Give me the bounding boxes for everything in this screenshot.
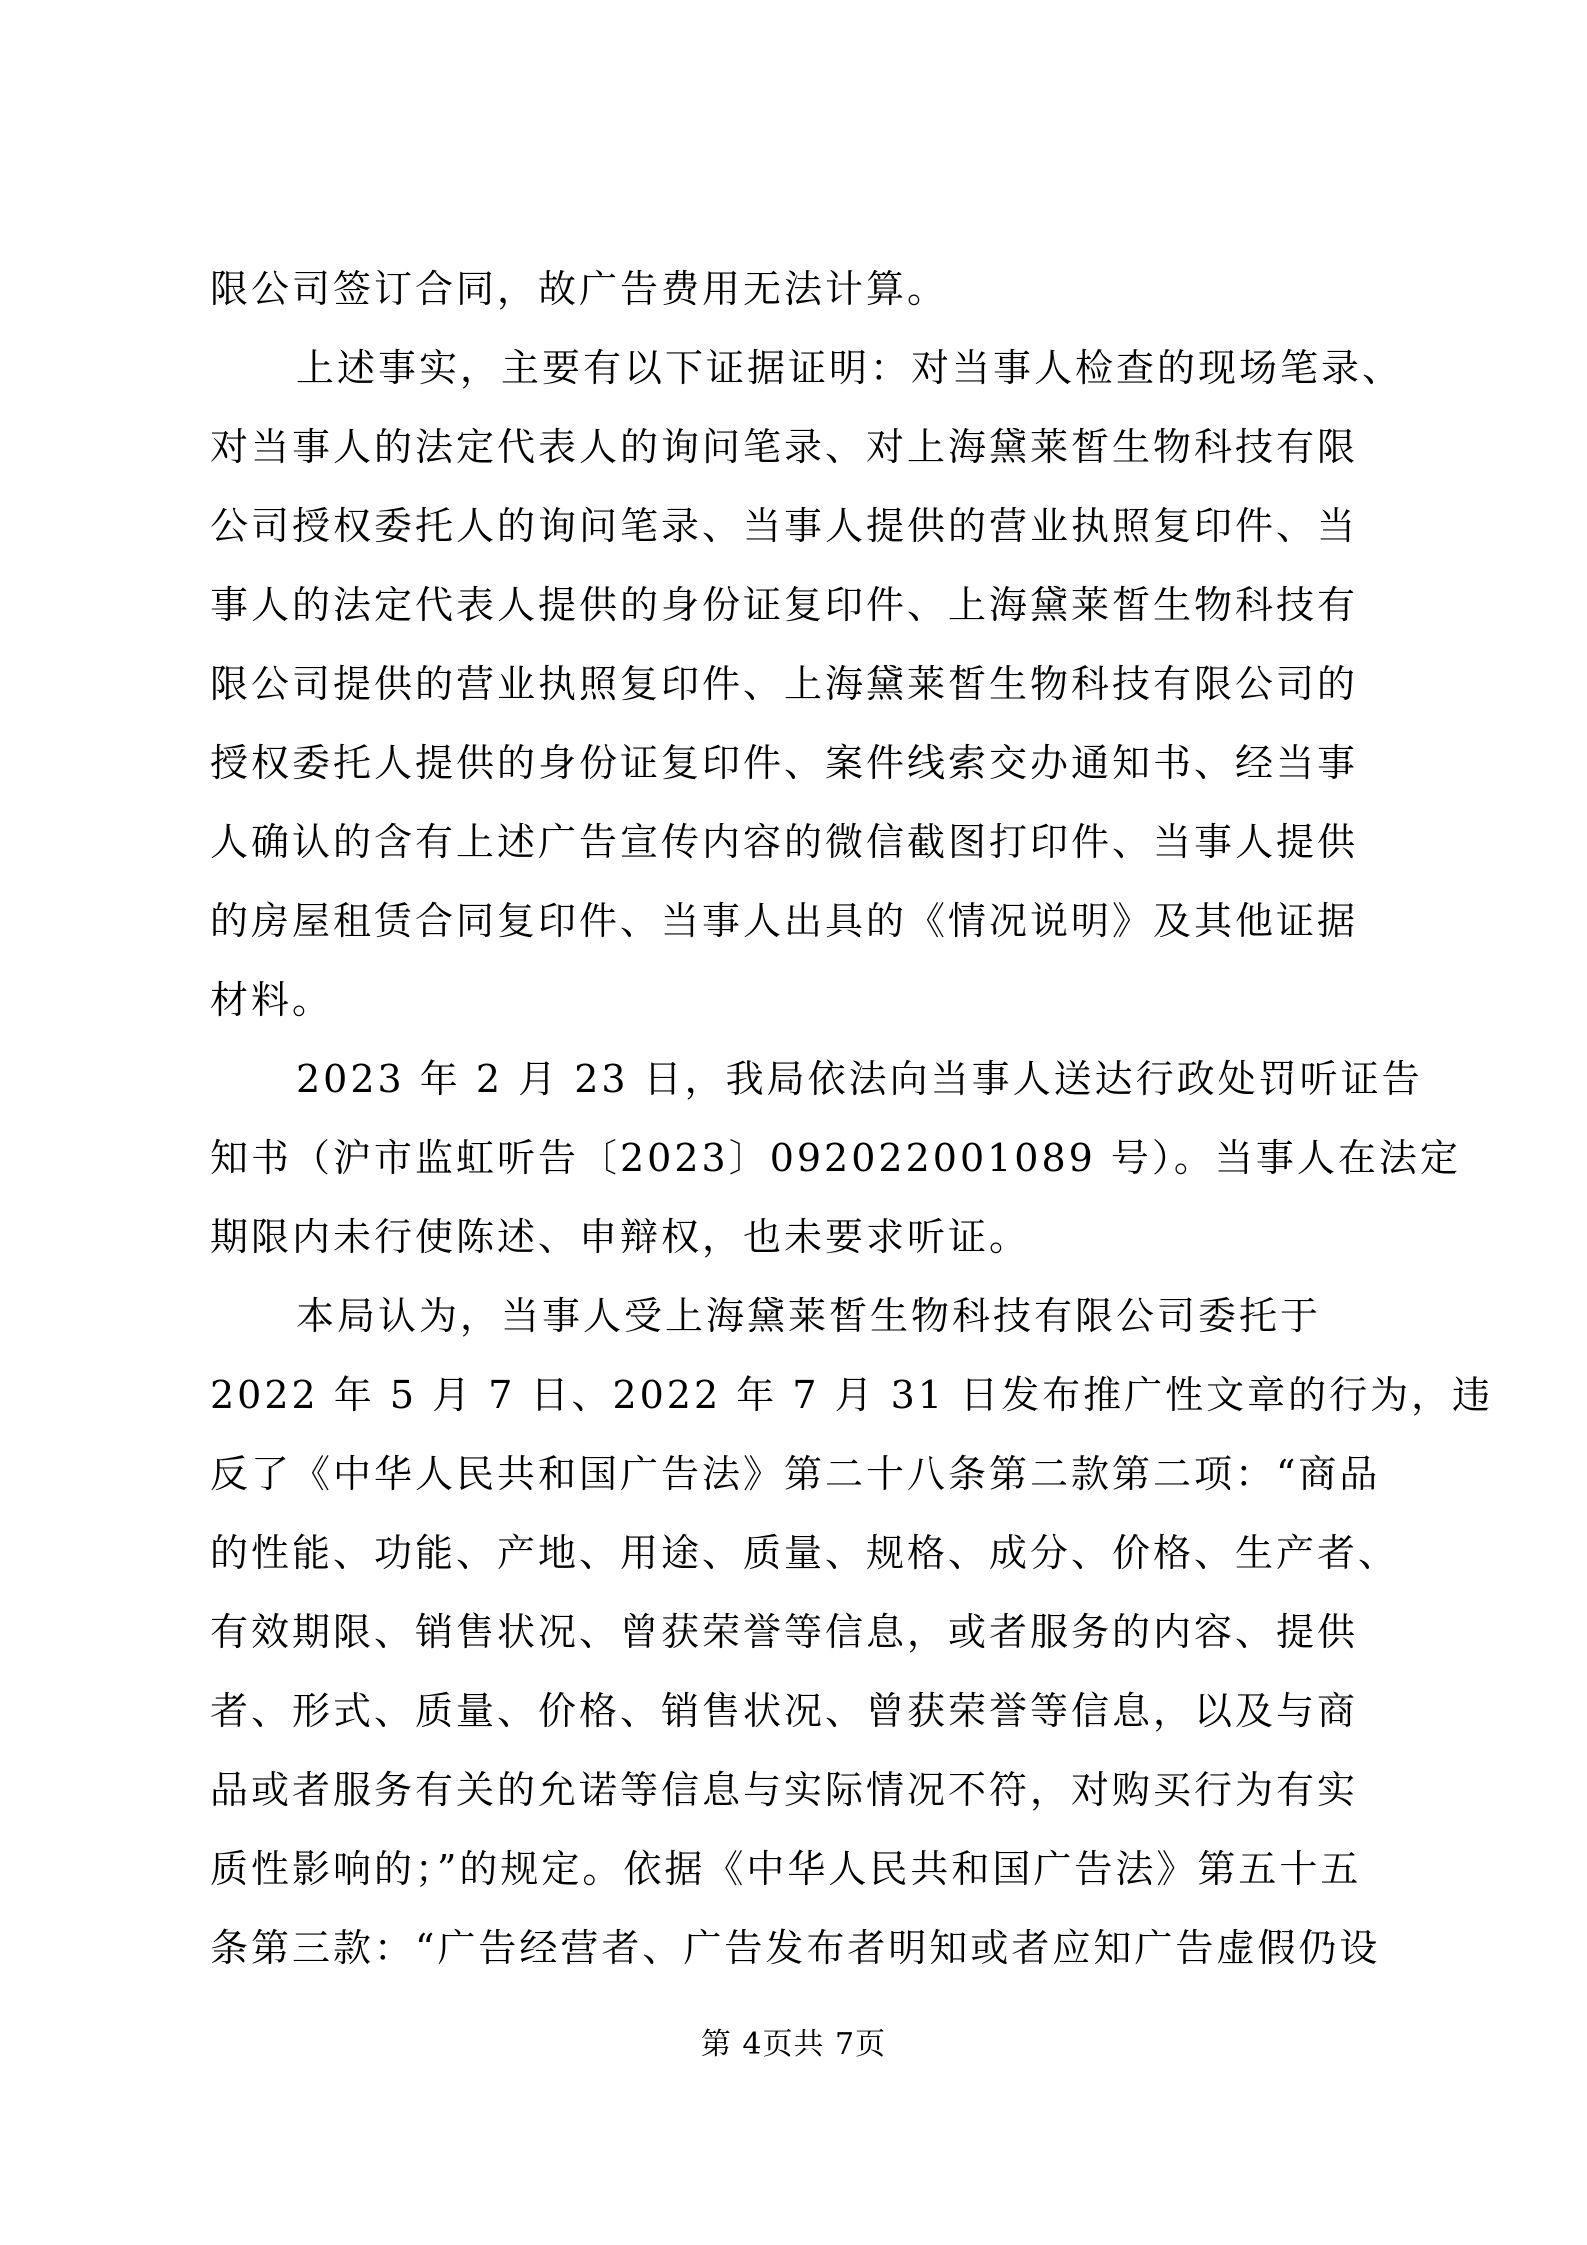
text-line: 限公司签订合同，故广告费用无法计算。	[210, 267, 949, 311]
text-line: 质性影响的；”的规定。依据《中华人民共和国广告法》第五十五	[210, 1847, 1362, 1891]
text-line: 的房屋租赁合同复印件、当事人出具的《情况说明》及其他证据	[210, 899, 1359, 943]
text-line: 反了《中华人民共和国广告法》第二十八条第二款第二项：“商品	[210, 1452, 1381, 1496]
text-line: 公司授权委托人的询问笔录、当事人提供的营业执照复印件、当	[210, 504, 1359, 548]
text-line: 期限内未行使陈述、申辩权，也未要求听证。	[210, 1215, 1031, 1259]
text-line: 事人的法定代表人提供的身份证复印件、上海黛莱皙生物科技有	[210, 583, 1359, 627]
document-body	[210, 250, 1494, 1988]
text-line: 对当事人的法定代表人的询问笔录、对上海黛莱皙生物科技有限	[210, 425, 1359, 469]
text-line: 有效期限、销售状况、曾获荣誉等信息，或者服务的内容、提供	[210, 1610, 1359, 1654]
page-footer: 第 4页共 7页	[700, 2027, 887, 2062]
text-line: 授权委托人提供的身份证复印件、案件线索交办通知书、经当事	[210, 741, 1359, 785]
text-line: 2022 年 5 月 7 日、2022 年 7 月 31 日发布推广性文章的行为，违	[210, 1373, 1494, 1417]
text-line: 的性能、功能、产地、用途、质量、规格、成分、价格、生产者、	[210, 1531, 1400, 1575]
text-line: 材料。	[210, 978, 334, 1022]
text-line: 知书（沪市监虹听告〔2023〕092022001089 号）。当事人在法定	[210, 1136, 1461, 1180]
text-line: 本局认为，当事人受上海黛莱皙生物科技有限公司委托于	[296, 1294, 1322, 1338]
text-line: 者、形式、质量、价格、销售状况、曾获荣誉等信息，以及与商	[210, 1689, 1359, 1733]
text-line: 条第三款：“广告经营者、广告发布者明知或者应知广告虚假仍设	[210, 1926, 1381, 1970]
text-line: 人确认的含有上述广告宣传内容的微信截图打印件、当事人提供	[210, 820, 1359, 864]
text-line: 上述事实，主要有以下证据证明：对当事人检查的现场笔录、	[296, 346, 1404, 390]
text-line: 品或者服务有关的允诺等信息与实际情况不符，对购买行为有实	[210, 1768, 1359, 1812]
text-line: 限公司提供的营业执照复印件、上海黛莱皙生物科技有限公司的	[210, 662, 1359, 706]
text-line: 2023 年 2 月 23 日，我局依法向当事人送达行政处罚听证告	[296, 1057, 1423, 1101]
